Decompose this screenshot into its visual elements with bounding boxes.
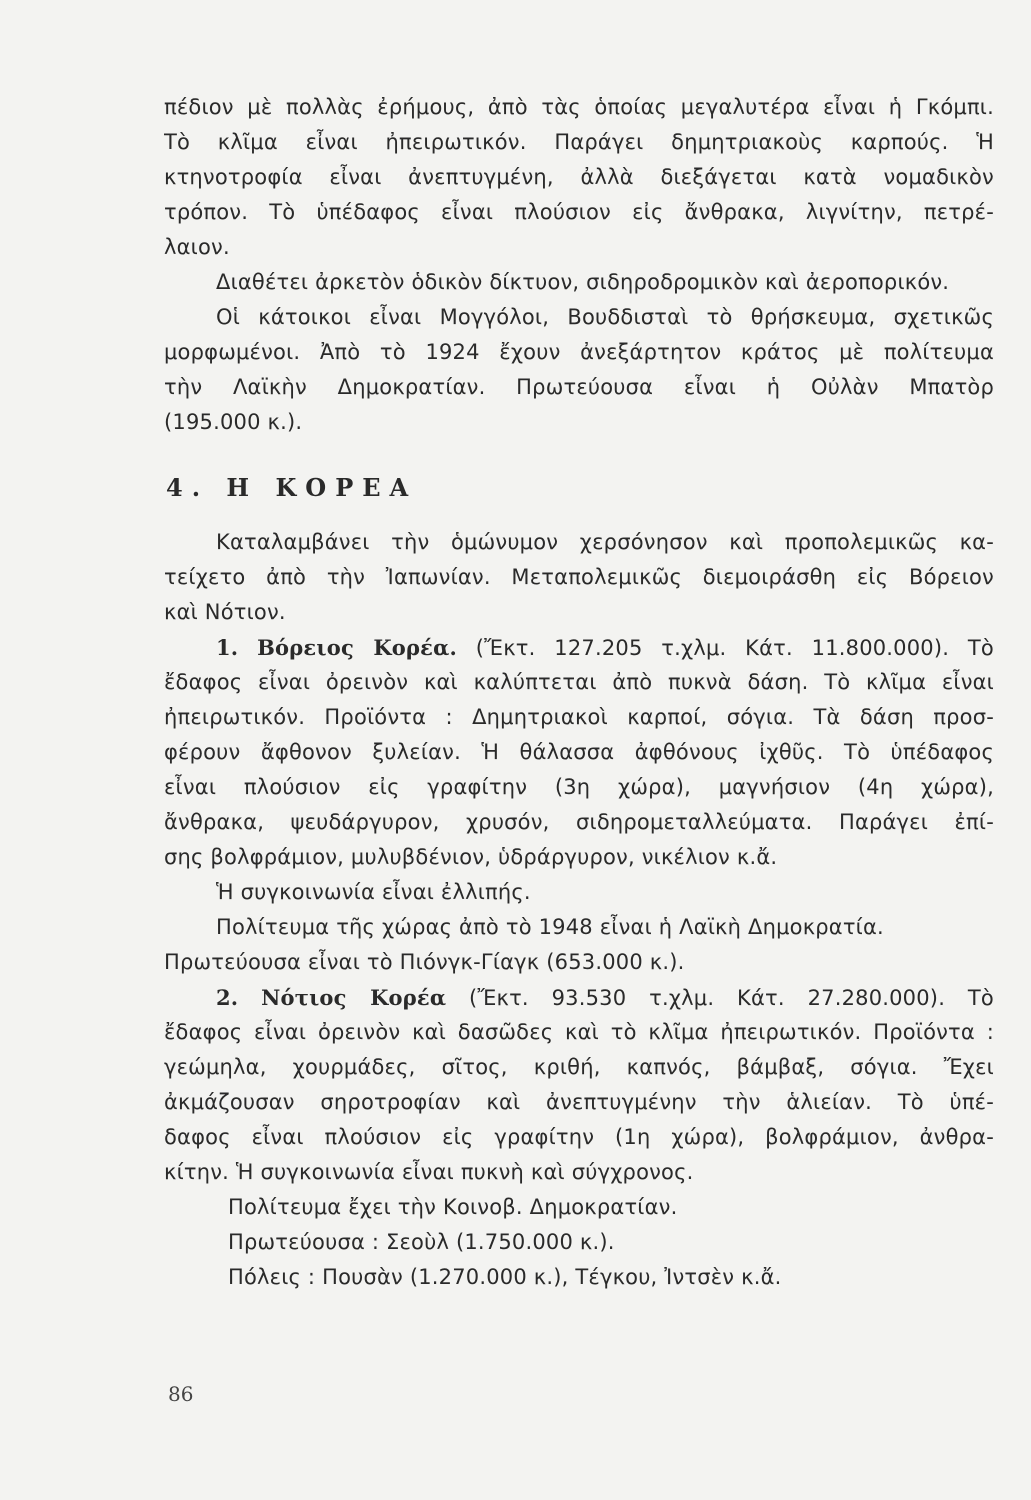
- text-line: ἔδαφος εἶναι ὀρεινὸν καὶ καλύπτεται ἀπὸ πυκνὰ δάση. Τὸ κλῖμα εἶναι: [164, 670, 994, 694]
- text-line: Πρωτεύουσα εἶναι τὸ Πιόνγκ-Γίαγκ (653.000 κ.).: [164, 950, 685, 974]
- text-line: εἶναι πλούσιον εἰς γραφίτην (3η χώρα), μαγνήσιον (4η χώρα),: [164, 775, 994, 799]
- text-line: Τὸ κλῖμα εἶναι ἠπειρωτικόν. Παράγει δημητριακοὺς καρπούς. Ἡ: [164, 130, 994, 154]
- text-line: πέδιον μὲ πολλὰς ἐρήμους, ἀπὸ τὰς ὁποίας μεγαλυτέρα εἶναι ἡ Γκόμπι.: [164, 95, 994, 119]
- text-line: Πολίτευμα τῆς χώρας ἀπὸ τὸ 1948 εἶναι ἡ Λαϊκὴ Δημοκρατία.: [216, 915, 884, 939]
- subsection-title: Βόρειος Κορέα.: [257, 635, 457, 660]
- subsection-title: Νότιος Κορέα: [261, 985, 447, 1010]
- text-line: Πόλεις : Πουσὰν (1.270.000 κ.), Τέγκου, Ἰντσὲν κ.ἄ.: [228, 1265, 782, 1289]
- text-line: δαφος εἶναι πλούσιον εἰς γραφίτην (1η χώρα), βολφράμιον, ἀνθρα-: [164, 1125, 994, 1149]
- subsection-number: 2.: [216, 985, 239, 1010]
- text-line: λαιον.: [164, 235, 230, 259]
- text-line: κίτην. Ἡ συγκοινωνία εἶναι πυκνὴ καὶ σύγχρονος.: [164, 1160, 694, 1184]
- text-line: ἠπειρωτικόν. Προϊόντα : Δημητριακοὶ καρποί, σόγια. Τὰ δάση προσ-: [164, 705, 994, 729]
- text-line: τείχετο ἀπὸ τὴν Ἰαπωνίαν. Μεταπολεμικῶς διεμοιράσθη εἰς Βόρειον: [164, 565, 994, 589]
- text-line: Πολίτευμα ἔχει τὴν Κοινοβ. Δημοκρατίαν.: [228, 1195, 678, 1219]
- text-line: φέρουν ἄφθονον ξυλείαν. Ἡ θάλασσα ἀφθόνους ἰχθῦς. Τὸ ὑπέδαφος: [164, 740, 994, 764]
- text-line: Καταλαμβάνει τὴν ὁμώνυμον χερσόνησον καὶ προπολεμικῶς κα-: [216, 530, 994, 554]
- text-line: μορφωμένοι. Ἀπὸ τὸ 1924 ἔχουν ἀνεξάρτητον κράτος μὲ πολίτευμα: [164, 340, 994, 364]
- text-line: Διαθέτει ἀρκετὸν ὁδικὸν δίκτυον, σιδηροδρομικὸν καὶ ἀεροπορικόν.: [216, 270, 950, 294]
- text-line: καὶ Νότιον.: [164, 600, 286, 624]
- text-line: Ἡ συγκοινωνία εἶναι ἐλλιπής.: [216, 880, 531, 904]
- text-line: ἄνθρακα, ψευδάργυρον, χρυσόν, σιδηρομεταλλεύματα. Παράγει ἐπί-: [164, 810, 994, 834]
- text-line: τὴν Λαϊκὴν Δημοκρατίαν. Πρωτεύουσα εἶναι ἡ Οὐλὰν Μπατὸρ: [164, 375, 994, 399]
- text-line: ἔδαφος εἶναι ὀρεινὸν καὶ δασῶδες καὶ τὸ κλῖμα ἠπειρωτικόν. Προϊόντα :: [164, 1020, 994, 1044]
- text-line: Οἱ κάτοικοι εἶναι Μογγόλοι, Βουδδισταὶ τὸ θρήσκευμα, σχετικῶς: [216, 305, 994, 329]
- text-line: γεώμηλα, χουρμάδες, σῖτος, κριθή, καπνός, βάμβαξ, σόγια. Ἔχει: [164, 1055, 994, 1079]
- text-line: τρόπον. Τὸ ὑπέδαφος εἶναι πλούσιον εἰς ἄνθρακα, λιγνίτην, πετρέ-: [164, 200, 994, 224]
- section-heading: 4. Η ΚΟΡΕΑ: [166, 473, 418, 502]
- south-korea-first-line: 2. Νότιος Κορέα (Ἔκτ. 93.530 τ.χλμ. Κάτ. 27.280.000). Τὸ: [216, 985, 994, 1010]
- text-line: ἀκμάζουσαν σηροτροφίαν καὶ ἀνεπτυγμένην τὴν ἁλιείαν. Τὸ ὑπέ-: [164, 1090, 994, 1114]
- text-line: κτηνοτροφία εἶναι ἀνεπτυγμένη, ἀλλὰ διεξάγεται κατὰ νομαδικὸν: [164, 165, 994, 189]
- text-line: Πρωτεύουσα : Σεοὺλ (1.750.000 κ.).: [228, 1230, 615, 1254]
- page-number: 86: [168, 1382, 194, 1406]
- north-korea-first-line: 1. Βόρειος Κορέα. (Ἔκτ. 127.205 τ.χλμ. Κάτ. 11.800.000). Τὸ: [216, 635, 994, 660]
- subsection-number: 1.: [216, 635, 239, 660]
- body-text: [164, 90, 994, 1295]
- text-line: σης βολφράμιον, μυλυβδένιον, ὑδράργυρον, νικέλιον κ.ἄ.: [164, 845, 778, 869]
- text-line: (195.000 κ.).: [164, 410, 303, 434]
